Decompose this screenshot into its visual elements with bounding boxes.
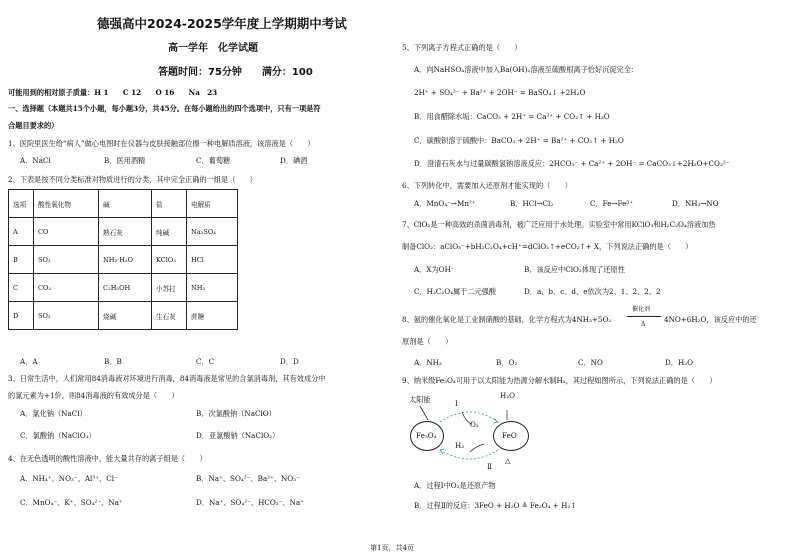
q2-option-b[interactable]: B．B <box>104 357 122 366</box>
q1-option-c[interactable]: C．葡萄糖 <box>196 156 231 165</box>
q2-option-d[interactable]: D．D <box>280 357 299 366</box>
q8-option-d[interactable]: D．H₂O <box>665 358 693 367</box>
q3-option-c[interactable]: C．氯酸钠（NaClO₃） <box>20 431 96 440</box>
q3-option-d[interactable]: D．亚氯酸钠（NaClO₂） <box>196 431 280 440</box>
table-cell: B <box>9 246 34 274</box>
table-cell: D <box>9 302 34 330</box>
table-cell: A <box>9 218 34 246</box>
fe3o4-label: Fe₃O₄ <box>416 431 437 440</box>
q9-option-a[interactable]: A．过程Ⅰ中O₂是还原产物 <box>414 481 496 490</box>
q6-option-a[interactable]: A．MnO₄⁻→Mn²⁺ <box>414 199 476 208</box>
table-cell: 小苏打 <box>152 274 187 302</box>
q2-stem: 2、下表是按不同分类标准对物质进行的分类，其中完全正确的一组是（ ） <box>8 175 257 184</box>
q4-option-a[interactable]: A．NH₄⁺、NO₃⁻、Al³⁺、Cl⁻ <box>20 474 118 483</box>
q5-option-a-equation: 2H⁺ + SO₄²⁻ + Ba²⁺ + 2OH⁻ = BaSO₄↓ +2H₂O <box>414 88 586 97</box>
exam-title: 德强高中2024-2025学年度上学期期中考试 <box>97 16 347 31</box>
table-cell: SO₂ <box>34 302 99 330</box>
q5-option-b[interactable]: B．用食醋除水垢：CaCO₃ + 2H⁺ = Ca²⁺ + CO₂↑ + H₂O <box>414 112 610 121</box>
q9-stem: 9、纳米级Fe₃O₄可用于以太阳能为热源分解水制H₂，其过程如图所示，下列说法正确的是（ ） <box>402 376 717 385</box>
table-header-cell: 酸性氧化物 <box>34 190 99 218</box>
page-footer: 第1页，共4页 <box>370 544 414 552</box>
table-cell: CO₂ <box>34 274 99 302</box>
table-cell: C₂H₅OH <box>99 274 152 302</box>
q4-option-d[interactable]: D．Na⁺、SO₄²⁻、HCO₃⁻、Na⁺ <box>196 498 304 507</box>
h2-label: H₂ <box>455 441 465 450</box>
q7-option-d[interactable]: D．a、b、c、d、e依次为2、1、2、2、2 <box>524 287 661 296</box>
table-cell: 熟石灰 <box>99 218 152 246</box>
table-row <box>9 218 238 246</box>
q1-option-b[interactable]: B．医用酒精 <box>104 156 146 165</box>
table-row <box>9 274 238 302</box>
process-1-label: Ⅰ <box>455 399 458 408</box>
process-2-label: Ⅱ <box>487 462 492 471</box>
atomic-mass-line: 可能用到的相对原子质量：H 1 C 12 O 16 Na 23 <box>8 88 218 97</box>
q5-option-a[interactable]: A．向NaHSO₄溶液中加入Ba(OH)₂溶液至硫酸根离子恰好沉淀完全： <box>414 65 639 74</box>
table-cell: 蔗糖 <box>187 302 238 330</box>
table-cell: 烧碱 <box>99 302 152 330</box>
table-cell: Na₂SO₄ <box>187 218 238 246</box>
q7-stem: 7、ClO₂是一种高效的杀菌消毒剂，被广泛应用于水处理。实验室中常用KClO₃和H₂C₂O₄溶液加热 <box>402 220 716 229</box>
table-cell: NH₃·H₂O <box>99 246 152 274</box>
section-heading-cont: 合题目要求的） <box>8 121 59 130</box>
q3-option-a[interactable]: A．氯化钠（NaCl） <box>20 409 87 418</box>
q8-option-a[interactable]: A．NH₃ <box>414 358 442 367</box>
exam-subtitle: 高一学年 化学试题 <box>168 43 258 54</box>
q8-stem-products: 4NO+6H₂O，该反应中的还 <box>664 315 757 324</box>
table-cell: SO₃ <box>34 246 99 274</box>
q8-reaction-arrow <box>627 316 661 317</box>
q7-option-c[interactable]: C．H₂C₂O₄属于二元强酸 <box>414 287 497 296</box>
q5-stem: 5、下列离子方程式正确的是（ ） <box>402 43 522 52</box>
q7-stem-cont: 制备ClO₂：aClO₃⁻+bH₂C₂O₄+cH⁺=dClO₂↑+eCO₂↑+ X，下列说法正确的是（ ） <box>402 242 693 251</box>
q1-option-a[interactable]: A．NaCl <box>20 156 51 165</box>
solar-energy-label: 太阳能 <box>409 395 431 404</box>
q6-option-c[interactable]: C．Fe→Fe³⁺ <box>590 199 634 208</box>
q3-stem: 3、日常生活中，人们常用84消毒液对环境进行消毒，84消毒液是常见的含氯消毒剂，其有效成分中 <box>8 374 326 383</box>
table-cell: NH₃ <box>187 274 238 302</box>
heat-triangle-label: △ <box>505 456 511 465</box>
table-header-cell: 选项 <box>9 190 34 218</box>
table-header-cell: 电解质 <box>187 190 238 218</box>
q1-stem: 1、医院里医生给“病人”做心电图时在仪器与皮肤接触部位擦一种电解质溶液，该溶液是（ ） <box>8 139 315 148</box>
table-cell: HCl <box>187 246 238 274</box>
table-cell: 纯碱 <box>152 218 187 246</box>
q7-option-a[interactable]: A．X为OH⁻ <box>414 265 455 274</box>
q8-stem: 8、氨的催化氧化是工业制硝酸的基础，化学方程式为4NH₃+5O₂ <box>402 315 612 324</box>
q5-option-d[interactable]: D．澄清石灰水与过量碳酸氢钠溶液反应：2HCO₃⁻ + Ca²⁺ + 2OH⁻ = CaCO₃↓+2H₂O+CO₃²⁻ <box>414 159 730 168</box>
table-cell: KClO₃ <box>152 246 187 274</box>
q8-option-b[interactable]: B．O₂ <box>496 358 518 367</box>
table-row <box>9 302 238 330</box>
q8-option-c[interactable]: C．NO <box>578 358 603 367</box>
q4-stem: 4、在无色透明的酸性溶液中，能大量共存的离子组是（ ） <box>8 454 207 463</box>
table-cell: CO <box>34 218 99 246</box>
q9-option-b[interactable]: B．过程Ⅱ的反应：3FeO + H₂O ≜ Fe₃O₄ + H₂↑ <box>414 501 577 510</box>
q2-option-a[interactable]: A．A <box>20 357 38 366</box>
table-row <box>9 246 238 274</box>
q3-option-b[interactable]: B．次氯酸钠（NaClO） <box>196 409 276 418</box>
q4-option-b[interactable]: B．Na⁺、SO₄²⁻、Ba²⁺、NO₃⁻ <box>196 474 300 483</box>
q6-option-d[interactable]: D．NH₃→NO <box>672 199 719 208</box>
feo-label: FeO <box>502 431 517 440</box>
time-score-line: 答题时间：75分钟 满分：100 <box>158 67 313 78</box>
table-cell: 生石灰 <box>152 302 187 330</box>
q4-option-c[interactable]: C．MnO₄⁻、K⁺、SO₄²⁻、Na⁺ <box>20 498 123 507</box>
q7-option-b[interactable]: B．该反应中ClO₂体现了还原性 <box>524 265 625 274</box>
q5-option-c[interactable]: C．碳酸钡溶于硫酸中：BaCO₃ + 2H⁺ = Ba²⁺ + CO₂↑ + H₂O <box>414 136 624 145</box>
q2-classification-table <box>8 189 238 330</box>
table-header-row <box>9 190 238 218</box>
h2o-label: H₂O <box>500 391 516 400</box>
q6-option-b[interactable]: B．HCl→Cl₂ <box>510 199 554 208</box>
table-header-cell: 盐 <box>152 190 187 218</box>
table-cell: C <box>9 274 34 302</box>
q8-heat-label: Δ <box>641 321 646 328</box>
q8-stem-cont: 原剂是（ ） <box>402 337 453 346</box>
cycle-arrows-diagram <box>400 392 540 472</box>
q1-option-d[interactable]: D．碘酒 <box>280 156 308 165</box>
q6-stem: 6、下列转化中，需要加入还原剂才能实现的（ ） <box>402 181 572 190</box>
q3-stem-cont: 的氯元素为+1价，则84消毒液的有效成分是（ ） <box>8 391 179 400</box>
q8-catalyst-label: 催化剂 <box>632 306 651 313</box>
section-heading: 一、选择题（本题共15个小题，每小题3分，共45分。在每小题给出的四个选项中，只有一项是符 <box>8 104 321 113</box>
table-header-cell: 碱 <box>99 190 152 218</box>
o2-label: O₂ <box>470 420 479 429</box>
q2-option-c[interactable]: C．C <box>196 357 215 366</box>
